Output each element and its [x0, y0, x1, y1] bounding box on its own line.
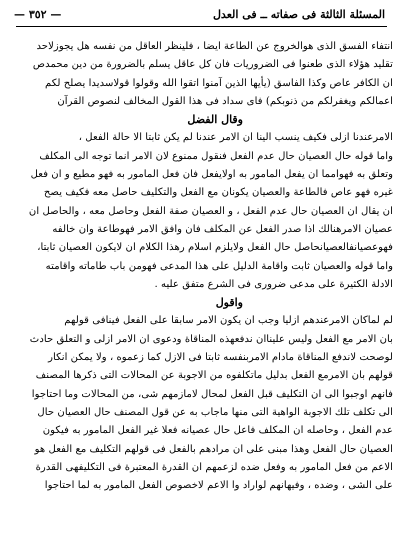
text-line: واقول	[215, 296, 243, 310]
text-line: الاعم من فعل المامور به وفعل ضده لزعمهم ان القدرة المعتبرة فى التكليفهى القدرة	[35, 461, 393, 473]
text-line: ان الكافر عاص وكذا الفاسق (يأيها الذين آمنوا اتقوا الله وقولوا قولاسديدا يصلح لكم	[44, 77, 393, 89]
paragraph	[10, 312, 393, 495]
text-line: فانهم اوجبوا الى ان التكليف قبل الفعل لمحال لامازمهم شى، من المحالات وما احتاجوا	[31, 388, 393, 400]
text-line: اعمالكم ويغفرلكم من ذنوبكم) فاى سداد فى هذا القول المخالف لنصوص القرآن	[57, 95, 393, 107]
section-heading	[10, 294, 393, 312]
header-rule	[16, 26, 387, 27]
section-heading	[10, 111, 393, 129]
page-body	[10, 38, 393, 495]
text-line: الادلة الكثيرة على مدعى ضرورى فى الشرع متفق عليه .	[154, 278, 393, 290]
text-line: على الشى ، وضده ، وفيهانهم لواراد وا الاعم لاخصوص الفعل المامور به لما احتاجوا	[44, 480, 393, 492]
running-header	[10, 4, 393, 28]
text-line: عصيان الامرهنالك اذا صدر الفعل عن المكلف فان وافق الامر فهوطاعة وان خالفه	[52, 223, 393, 235]
text-line: الى تكلف تلك الاجوبة الواهية التى منها ماجاب به عن قول المصنف حال العصيان حال	[37, 406, 393, 418]
paragraph	[10, 129, 393, 294]
text-line: العصيان حال الفعل وهذا مبنى على ان مرادهم بالفعل فى قولهم التكليف مع الفعل هو	[34, 443, 393, 455]
page-number: — ٣٥٢ —	[14, 8, 62, 21]
text-line: لوصحت لاندفع المناقاة مادام الامربنفسه ثابتا فى الازل كما زعموه ، ولا يمكن انكار	[48, 352, 393, 364]
text-line: تقليد هؤلاء الذى طعنوا فى الضروريات فان كل عاقل يسلم بالضرورة من دين محمدص	[32, 59, 393, 71]
text-line: الامرعندنا ازلى فكيف ينسب الينا ان الامر عندنا لم يكن ثابتا الا حالة الفعل ،	[78, 132, 393, 144]
text-line: لم لماكان الامرعندهم ازليا وجب ان يكون الامر سابقا على الفعل فينافى قولهم	[64, 315, 393, 327]
text-line: عدم الفعل ، وحاصله ان المكلف فاعل حال عصيانه فعلا غير الفعل المامور به فيكون	[42, 425, 393, 437]
running-title: المسئلة الثالثة فى صفاته ــ فى العدل	[212, 8, 385, 21]
text-line: انتفاء الفسق الذى هوالخروج عن الطاعة ايضا ، فلينظر العاقل من نفسه هل يجوزلاحد	[36, 41, 393, 52]
text-line: ان يقال ان العصيان حال عدم الفعل ، و العصيان صفة الفعل وحاصل معه ، والحاصل ان	[28, 205, 393, 217]
text-line: فهوعصيانفالعصيانحاصل حال الفعل ولايلزم اسلام رهذا الكلام ان لايكون العصيان ثابتا،	[37, 242, 393, 254]
paragraph	[10, 38, 393, 111]
text-line: واما قوله حال العصيان حال عدم الفعل فنقول ممنوع لان الامر انما توجه الى المكلف	[39, 150, 393, 162]
text-line: قولهم بان الامرمع الفعل بدليل ماتكلفوه من الاجوبة عن المحالات التى ذكرها المصنف	[35, 370, 393, 382]
text-line: وقال الفضل	[187, 113, 243, 127]
text-line: بان الامر مع الفعل وليس عليناان ندفعهذه المناقاة ودعوى ان الامر ازلى و التعلق حادث	[29, 333, 393, 345]
text-line: غيره فهو عاص فالطاعة والعصيان يكونان مع الفعل والتكليف حاصل معه فكيف يصح	[43, 187, 393, 199]
text-line: وتعلق به فهوامما ان يفعل المامور به اولايفعل فان فعل المامور به فهو مطيع و ان فعل	[30, 169, 393, 181]
text-line: واما قوله والعصيان ثابت واقامة الدليل على هذا المدعى فهومن باب طاماته واقامته	[45, 260, 393, 272]
